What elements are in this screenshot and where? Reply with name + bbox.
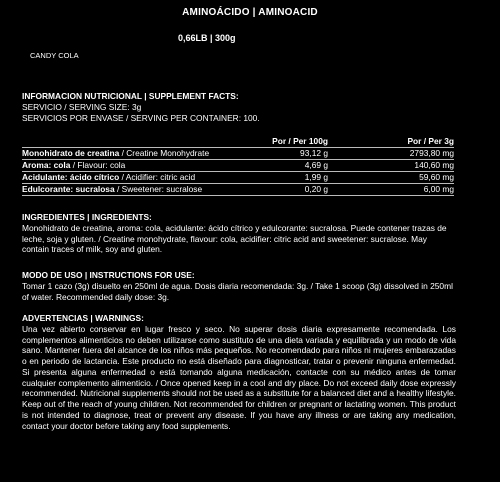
row-per-100g: 0,20 g — [304, 184, 328, 195]
supplement-facts — [22, 91, 452, 123]
row-per-3g: 6,00 mg — [423, 184, 454, 195]
row-per-100g: 4,69 g — [304, 160, 328, 171]
row-label — [22, 160, 233, 171]
row-label-es: Aroma: cola — [22, 160, 71, 171]
row-label-en: / Acidifier: citric acid — [119, 172, 196, 183]
product-weight: 0,66LB | 300g — [178, 33, 236, 43]
product-flavor: CANDY COLA — [30, 51, 79, 60]
row-per-100g: 1,99 g — [304, 172, 328, 183]
row-label-en: / Creatine Monohydrate — [119, 148, 210, 159]
ingredients-text: Monohidrato de creatina, aroma: cola, acidulante: ácido cítrico y edulcorante: sucralosa. Puede contener trazas de leche, soja y gluten. / Creatine monohydrate, flavour: cola, acidifier: citric acid and sweetener: sucralose. May contain traces of milk, soy and gluten. — [22, 222, 447, 255]
table-row — [22, 148, 454, 160]
servings-per-container: SERVICIOS POR ENVASE / SERVING PER CONTAINER: 100. — [22, 112, 260, 123]
usage-section — [22, 270, 456, 302]
row-per-100g: 93,12 g — [300, 148, 328, 159]
serving-size: SERVICIO / SERVING SIZE: 3g — [22, 101, 142, 112]
row-per-3g: 2793,80 mg — [409, 148, 454, 159]
warnings-section — [22, 313, 456, 431]
row-label — [22, 184, 233, 195]
usage-text: Tomar 1 cazo (3g) disuelto en 250ml de agua. Dosis diaria recomendada: 3g. / Take 1 scoop (3g) dissolved in 250ml of water. Recommended daily dose: 3g. — [22, 280, 453, 302]
table-body — [22, 148, 454, 196]
row-label-es: Acidulante: ácido cítrico — [22, 172, 120, 183]
ingredients-heading: INGREDIENTES | INGREDIENTS: — [22, 212, 152, 222]
product-title: AMINOÁCIDO | AMINOACID — [182, 7, 318, 18]
warnings-text: Una vez abierto conservar en lugar fresco y seco. No superar dosis diaria expresamente recomendada. Los complementos alimenticios no deben utilizarse como sustituto de una dieta variada y equilibrada y un modo de vida sano. Mantener fuera del alcance de los niños más pequeños. No recomendado para niños ni mujeres embarazadas o en periodo de lactancia. Este producto no está diseñado para diagnosticar, tratar o prevenir ninguna enfermedad. Si presenta alguna enfermedad o está tomando alguna medicación, contacte con su médico antes de tomar cualquier complemento alimenticio. / Once opened keep in a cool and dry place. Do not exceed daily dose expressly recommended. Nutricional supplements should not be used as a substitute for a balanced diet and a healthy lifestyle. Keep out of the reach of young children. Not recommended for children or pregnant or lactating women. This product is not intended to diagnose, treat or prevent any disease. If you have any illness or are taking any medication, contact your doctor before taking any food supplements. — [22, 323, 456, 431]
row-label-es: Monohidrato de creatina — [22, 148, 120, 159]
table-row — [22, 160, 454, 172]
table-header-row — [22, 136, 454, 148]
table-row — [22, 172, 454, 184]
usage-heading: MODO DE USO | INSTRUCTIONS FOR USE: — [22, 270, 195, 280]
row-label-en: / Sweetener: sucralose — [114, 184, 203, 195]
row-label-en: / Flavour: cola — [70, 160, 126, 171]
row-label — [22, 172, 233, 183]
warnings-heading: ADVERTENCIAS | WARNINGS: — [22, 313, 144, 323]
table-row — [22, 184, 454, 196]
row-per-3g: 59,60 mg — [419, 172, 454, 183]
row-label-es: Edulcorante: sucralosa — [22, 184, 115, 195]
column-header-per-3g: Por / Per 3g — [407, 136, 454, 147]
facts-heading: INFORMACION NUTRICIONAL | SUPPLEMENT FACTS: — [22, 91, 239, 101]
row-per-3g: 140,60 mg — [414, 160, 454, 171]
column-header-per-100g: Por / Per 100g — [272, 136, 328, 147]
nutrition-table — [22, 136, 454, 196]
row-label — [22, 148, 233, 159]
ingredients-section — [22, 212, 456, 255]
